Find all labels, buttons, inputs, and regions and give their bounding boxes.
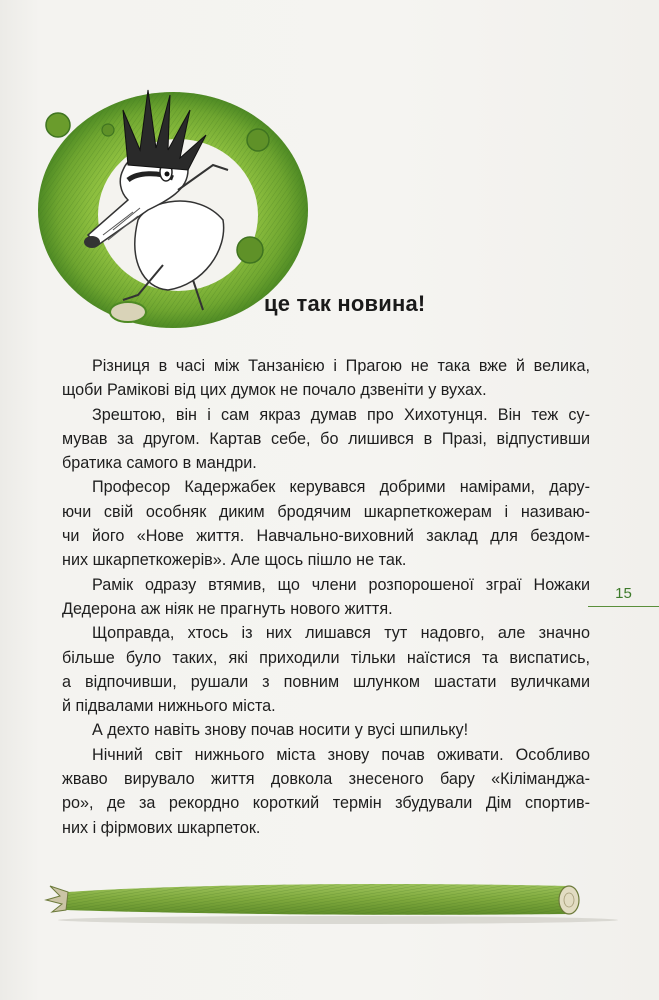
page-number: 15	[588, 585, 659, 607]
text-line: чи його «Нове життя. Навчально-виховний заклад для бездом-	[62, 527, 590, 546]
text-line: а відпочивши, рушали з повним шлунком шастати вуличками	[62, 672, 590, 691]
text-line: ро», де за рекордно короткий термін збудували Дім спортив-	[62, 794, 590, 813]
text-line: ючи свій особняк диким бродячим шкарпеткожерам і називаю-	[62, 502, 590, 521]
text-line: й підвалами нижнього міста.	[62, 697, 276, 716]
text-line: Професор Кадержабек керувався добрими намірами, дару-	[92, 478, 590, 497]
text-line: більше було таких, які приходили тільки наїстися та виспатись,	[62, 648, 590, 667]
text-line: Щоправда, хтось із них лишався тут надовго, але значно	[92, 624, 590, 643]
text-line: Різниця в часі між Танзанією і Прагою не така вже й велика,	[92, 357, 590, 375]
text-line: мував за другом. Картав себе, бо лишився в Празі, відпустивши	[62, 429, 590, 448]
text-line: А дехто навіть знову почав носити у вусі шпильку!	[92, 721, 469, 740]
text-line: Зрештою, він і сам якраз думав про Хихотунця. Він теж су-	[92, 405, 590, 424]
text-line: Нічний світ нижнього міста знову почав оживати. Особливо	[92, 745, 590, 764]
text-line: Рамік одразу втямив, що члени розпорошеної зграї Ножаки	[92, 575, 590, 594]
stick-illustration	[38, 870, 618, 930]
text-line: них і фірмових шкарпеток.	[62, 818, 261, 837]
text-line: жваво вирувало життя довкола знесеного бару «Кіліманджа-	[62, 770, 590, 789]
body-text	[62, 354, 590, 840]
text-line: них шкарпеткожерів». Але щось пішло не так.	[62, 551, 407, 570]
text-line: щоби Рамікові від цих думок не почало дзвеніти у вухах.	[62, 381, 487, 400]
chapter-heading: це так новина!	[264, 291, 426, 316]
text-line: братика самого в мандри.	[62, 454, 257, 473]
text-line: Дедерона аж ніяк не прагнуть нового життя.	[62, 599, 393, 618]
